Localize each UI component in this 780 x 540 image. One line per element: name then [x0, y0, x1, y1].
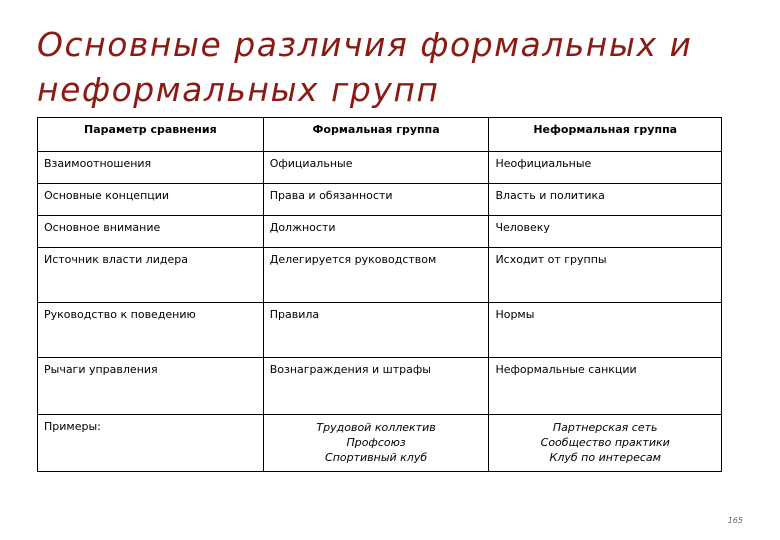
table-header-row [38, 118, 722, 152]
formal-example-item: Трудовой коллектив [316, 421, 436, 434]
table-cell-formal: Делегируется руководством [263, 248, 489, 303]
formal-example-item: Спортивный клуб [325, 451, 428, 464]
table-row [38, 303, 722, 358]
table-cell-informal: Исходит от группы [489, 248, 722, 303]
table-row [38, 152, 722, 184]
table-row [38, 216, 722, 248]
table-cell-parameter: Источник власти лидера [38, 248, 264, 303]
informal-examples [489, 415, 722, 472]
table-cell-parameter: Рычаги управления [38, 358, 264, 415]
column-header-informal: Неформальная группа [489, 118, 722, 152]
table-cell-formal: Должности [263, 216, 489, 248]
slide-title: Основные различия формальных и неформальных групп [37, 25, 693, 109]
table-cell-informal: Нормы [489, 303, 722, 358]
column-header-formal: Формальная группа [263, 118, 489, 152]
table-row [38, 184, 722, 216]
formal-example-item: Профсоюз [346, 436, 406, 449]
table-cell-formal: Вознаграждения и штрафы [263, 358, 489, 415]
table-cell-parameter: Основное внимание [38, 216, 264, 248]
informal-example-item: Клуб по интересам [549, 451, 661, 464]
table-cell-parameter: Руководство к поведению [38, 303, 264, 358]
examples-label: Примеры: [38, 415, 264, 472]
table-cell-informal: Неформальные санкции [489, 358, 722, 415]
table-cell-parameter: Основные концепции [38, 184, 264, 216]
page-number: 165 [727, 516, 743, 525]
table-cell-formal: Права и обязанности [263, 184, 489, 216]
informal-example-item: Партнерская сеть [552, 421, 658, 434]
table-cell-formal: Правила [263, 303, 489, 358]
table-cell-parameter: Взаимоотношения [38, 152, 264, 184]
table-row [38, 248, 722, 303]
formal-examples [263, 415, 489, 472]
column-header-parameter: Параметр сравнения [38, 118, 264, 152]
table-cell-informal: Человеку [489, 216, 722, 248]
comparison-table [37, 117, 722, 472]
table-cell-informal: Неофициальные [489, 152, 722, 184]
informal-example-item: Сообщество практики [540, 436, 670, 449]
table-cell-formal: Официальные [263, 152, 489, 184]
table-row-examples [38, 415, 722, 472]
table-cell-informal: Власть и политика [489, 184, 722, 216]
table-row [38, 358, 722, 415]
